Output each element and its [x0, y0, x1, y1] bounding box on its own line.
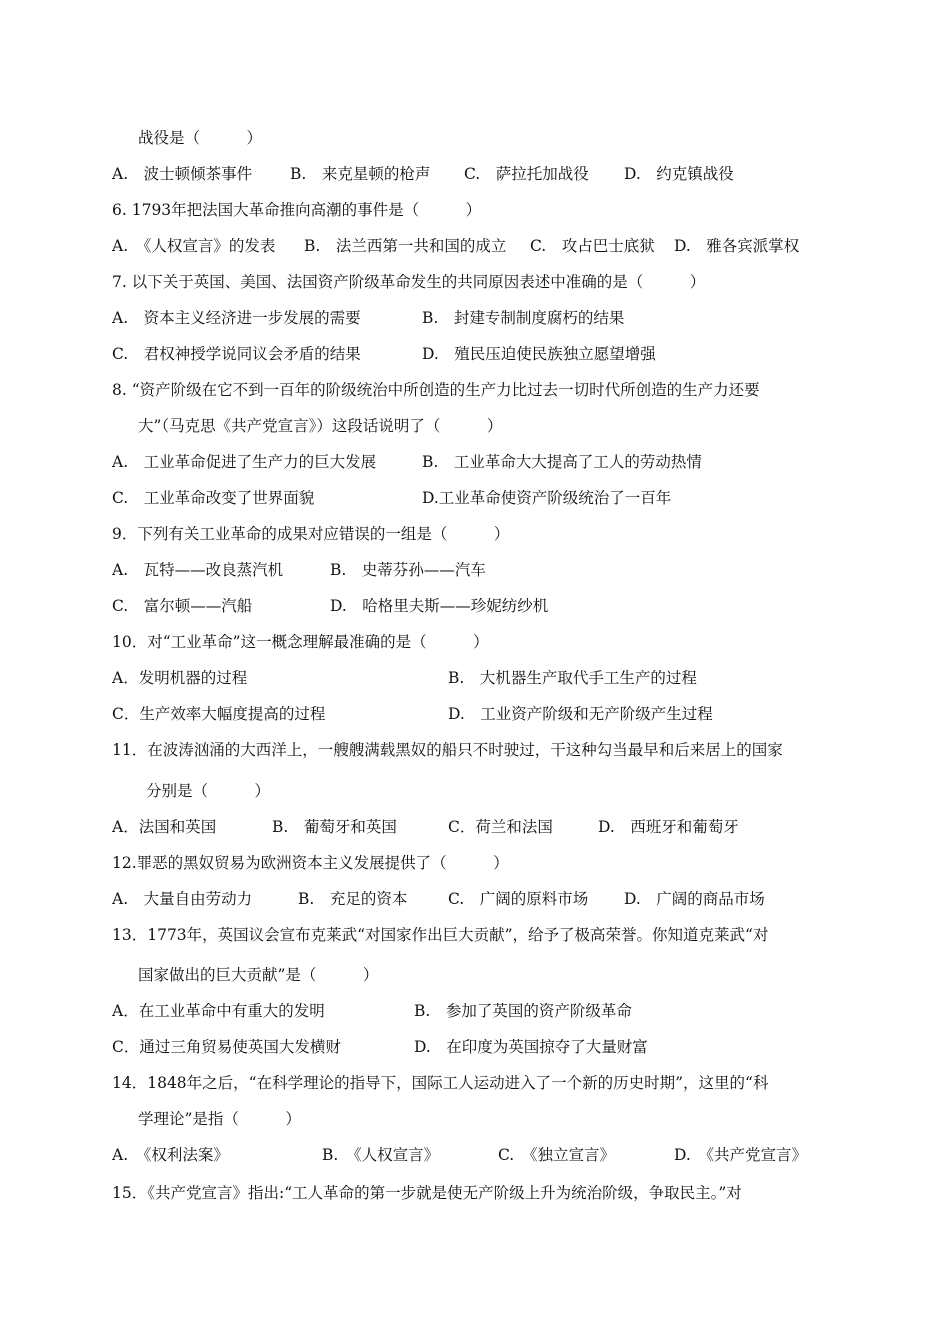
- question-12-option-c: C. 广阔的原料市场: [448, 890, 589, 908]
- question-6-option-a: A. 《人权宣言》的发表: [112, 237, 276, 255]
- question-6-stem: 6. 1793年把法国大革命推向高潮的事件是（ ）: [112, 201, 482, 219]
- question-14-stem: 14．1848年之后，“在科学理论的指导下，国际工人运动进入了一个新的历史时期”，这里的“科: [112, 1074, 769, 1092]
- question-13-stem: 13．1773年，英国议会宣布克莱武“对国家作出巨大贡献”，给予了极高荣誉。你知道克莱武“对: [112, 926, 769, 944]
- question-15-stem: 15．《共产党宣言》指出:“工人革命的第一步就是使无产阶级上升为统治阶级，争取民主。”对: [112, 1184, 742, 1202]
- question-9-option-d: D. 哈格里夫斯——珍妮纺纱机: [330, 597, 549, 615]
- question-11-option-b: B. 葡萄牙和英国: [272, 818, 397, 836]
- question-10-option-c: C．生产效率大幅度提高的过程: [112, 705, 326, 723]
- question-10-option-a: A．发明机器的过程: [112, 669, 248, 687]
- question-14-option-a: A. 《权利法案》: [112, 1146, 229, 1164]
- question-7-option-b: B. 封建专制制度腐朽的结果: [422, 309, 625, 327]
- question-11-option-d: D. 西班牙和葡萄牙: [598, 818, 739, 836]
- question-10-option-b: B. 大机器生产取代手工生产的过程: [448, 669, 697, 687]
- question-13-option-d: D. 在印度为英国掠夺了大量财富: [414, 1038, 648, 1056]
- question-11-stem: 11．在波涛汹涌的大西洋上，一艘艘满载黑奴的船只不时驶过，干这种勾当最早和后来居上的国家: [112, 741, 783, 759]
- question-6-option-d: D. 雅各宾派掌权: [674, 237, 800, 255]
- question-6-option-c: C. 攻占巴士底狱: [530, 237, 655, 255]
- question-5-option-c: C. 萨拉托加战役: [464, 165, 589, 183]
- question-14-option-b: B. 《人权宣言》: [322, 1146, 440, 1164]
- question-5-option-b: B. 来克星顿的枪声: [290, 165, 431, 183]
- question-11-option-c: C．荷兰和法国: [448, 818, 553, 836]
- question-5-option-d: D. 约克镇战役: [624, 165, 734, 183]
- question-9-option-a: A. 瓦特——改良蒸汽机: [112, 561, 284, 579]
- question-9-option-b: B. 史蒂芬孙——汽车: [330, 561, 486, 579]
- question-7-option-d: D. 殖民压迫使民族独立愿望增强: [422, 345, 656, 363]
- question-5-stem-continuation: 战役是（ ）: [138, 129, 263, 147]
- question-7-option-a: A. 资本主义经济进一步发展的需要: [112, 309, 361, 327]
- question-6-option-b: B. 法兰西第一共和国的成立: [304, 237, 507, 255]
- question-13-option-a: A．在工业革命中有重大的发明: [112, 1002, 325, 1020]
- question-11-option-a: A．法国和英国: [112, 818, 217, 836]
- question-9-stem: 9．下列有关工业革命的成果对应错误的一组是（ ）: [112, 525, 510, 543]
- question-5-option-a: A. 波士顿倾茶事件: [112, 165, 253, 183]
- question-13-option-b: B. 参加了英国的资产阶级革命: [414, 1002, 632, 1020]
- question-7-option-c: C. 君权神授学说同议会矛盾的结果: [112, 345, 361, 363]
- question-10-option-d: D. 工业资产阶级和无产阶级产生过程: [448, 705, 713, 723]
- question-8-option-d: D.工业革命使资产阶级统治了一百年: [422, 489, 672, 507]
- question-14-option-d: D. 《共产党宣言》: [674, 1146, 808, 1164]
- question-13-option-c: C．通过三角贸易使英国大发横财: [112, 1038, 341, 1056]
- question-8-stem-continuation: 大”（马克思《共产党宣言》）这段话说明了（ ）: [138, 417, 503, 435]
- question-14-stem-continuation: 学理论”是指（ ）: [138, 1110, 301, 1128]
- question-12-option-b: B. 充足的资本: [298, 890, 408, 908]
- question-8-option-a: A. 工业革命促进了生产力的巨大发展: [112, 453, 377, 471]
- question-12-option-d: D. 广阔的商品市场: [624, 890, 765, 908]
- question-8-stem: 8. “资产阶级在它不到一百年的阶级统治中所创造的生产力比过去一切时代所创造的生产力还要: [112, 381, 760, 399]
- question-9-option-c: C. 富尔顿——汽船: [112, 597, 253, 615]
- question-12-option-a: A. 大量自由劳动力: [112, 890, 253, 908]
- question-10-stem: 10．对“工业革命”这一概念理解最准确的是（ ）: [112, 633, 489, 651]
- question-11-stem-continuation: 分别是（ ）: [146, 782, 271, 800]
- question-13-stem-continuation: 国家做出的巨大贡献”是（ ）: [138, 966, 379, 984]
- question-14-option-c: C. 《独立宣言》: [498, 1146, 615, 1164]
- question-12-stem: 12.罪恶的黑奴贸易为欧洲资本主义发展提供了（ ）: [112, 854, 509, 872]
- question-8-option-b: B. 工业革命大大提高了工人的劳动热情: [422, 453, 702, 471]
- question-7-stem: 7. 以下关于英国、美国、法国资产阶级革命发生的共同原因表述中准确的是（ ）: [112, 273, 706, 291]
- question-8-option-c: C. 工业革命改变了世界面貌: [112, 489, 315, 507]
